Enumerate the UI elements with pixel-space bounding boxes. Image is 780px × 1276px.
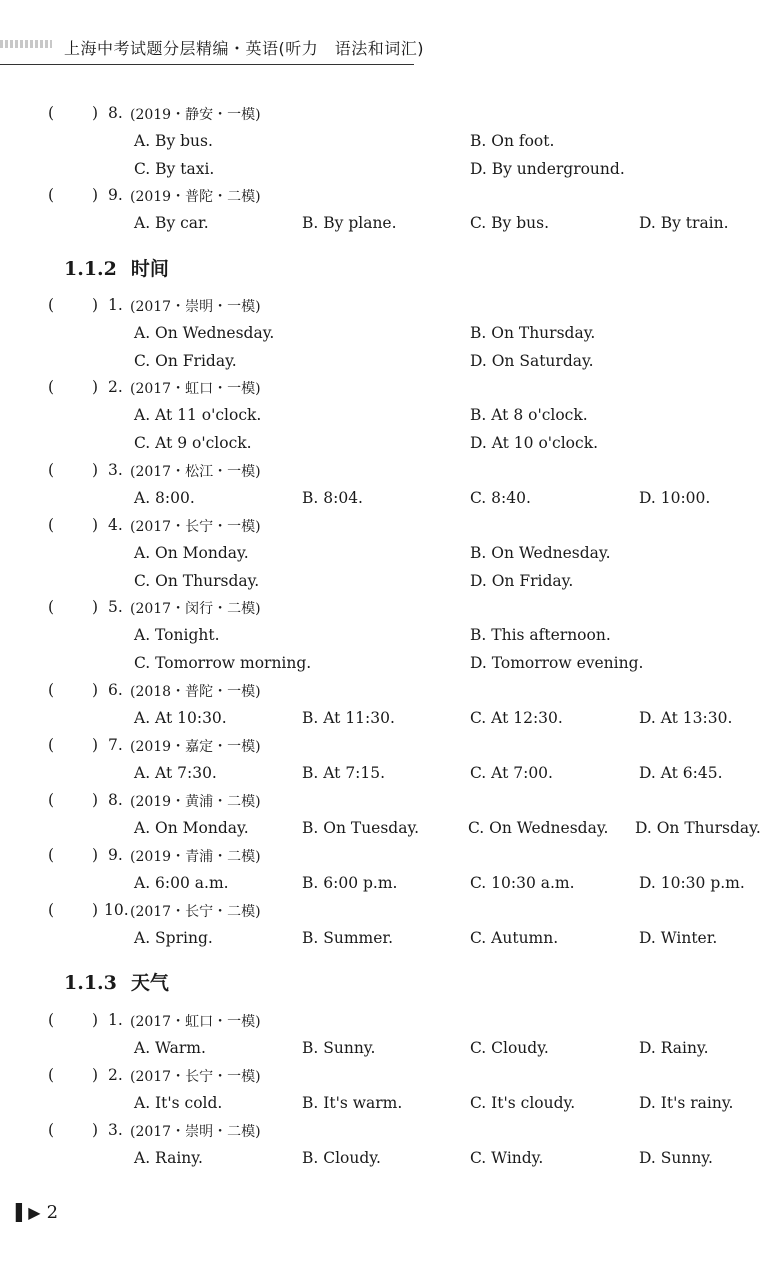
question-source: (2017・松江・一模) [130, 464, 261, 480]
answer-paren-open: ( [48, 791, 55, 809]
answer-option: A. Rainy. [134, 1149, 203, 1167]
question-number: 2. [108, 1066, 123, 1084]
answer-paren-close: ) [92, 791, 99, 809]
page-footer [16, 1202, 58, 1223]
answer-option: B. 6:00 p.m. [302, 874, 398, 892]
answer-option: C. On Friday. [134, 352, 237, 370]
page-number: 2 [46, 1202, 59, 1223]
answer-option: D. At 13:30. [639, 709, 733, 727]
answer-option: A. At 7:30. [134, 764, 217, 782]
answer-option: B. On Tuesday. [302, 819, 420, 837]
answer-paren-close: ) [92, 186, 99, 204]
answer-option: A. 6:00 a.m. [134, 874, 229, 892]
answer-option: C. At 7:00. [470, 764, 553, 782]
question-number: 7. [108, 736, 123, 754]
answer-option: C. Autumn. [470, 929, 559, 947]
answer-option: B. By plane. [302, 214, 397, 232]
answer-option: A. Warm. [134, 1039, 206, 1057]
question-number: 4. [108, 516, 123, 534]
answer-paren-open: ( [48, 1121, 55, 1139]
answer-paren-open: ( [48, 461, 55, 479]
question-number: 5. [108, 598, 123, 616]
play-arrow-icon: ▌▶ [16, 1203, 41, 1222]
answer-option: A. By bus. [134, 132, 213, 150]
answer-paren-close: ) [92, 901, 99, 919]
answer-paren-open: ( [48, 681, 55, 699]
answer-paren-close: ) [92, 1066, 99, 1084]
answer-option: C. 10:30 a.m. [470, 874, 575, 892]
answer-paren-close: ) [92, 516, 99, 534]
answer-option: C. On Wednesday. [468, 819, 609, 837]
answer-option: C. By taxi. [134, 160, 215, 178]
question-source: (2017・崇明・一模) [130, 299, 261, 315]
answer-paren-open: ( [48, 1011, 55, 1029]
answer-paren-open: ( [48, 598, 55, 616]
question-source: (2017・虹口・一模) [130, 381, 261, 397]
answer-paren-open: ( [48, 296, 55, 314]
answer-option: B. On Wednesday. [470, 544, 611, 562]
answer-paren-close: ) [92, 846, 99, 864]
question-source: (2017・长宁・二模) [130, 904, 261, 920]
question-number: 1. [108, 296, 123, 314]
answer-option: C. Cloudy. [470, 1039, 549, 1057]
answer-option: C. Tomorrow morning. [134, 654, 312, 672]
answer-option: B. On foot. [470, 132, 555, 150]
answer-option: C. It's cloudy. [470, 1094, 576, 1112]
answer-paren-close: ) [92, 1011, 99, 1029]
answer-paren-open: ( [48, 186, 55, 204]
answer-option: C. Windy. [470, 1149, 544, 1167]
answer-option: C. At 12:30. [470, 709, 563, 727]
answer-option: D. At 10 o'clock. [470, 434, 599, 452]
answer-option: A. At 11 o'clock. [134, 406, 262, 424]
question-source: (2018・普陀・一模) [130, 684, 261, 700]
answer-paren-close: ) [92, 104, 99, 122]
answer-paren-close: ) [92, 681, 99, 699]
question-source: (2017・闵行・二模) [130, 601, 261, 617]
answer-option: D. Tomorrow evening. [470, 654, 644, 672]
answer-option: A. On Monday. [134, 544, 249, 562]
answer-option: A. Spring. [134, 929, 213, 947]
question-source: (2017・崇明・二模) [130, 1124, 261, 1140]
answer-paren-open: ( [48, 736, 55, 754]
answer-paren-open: ( [48, 846, 55, 864]
answer-option: D. It's rainy. [639, 1094, 734, 1112]
answer-option: A. On Monday. [134, 819, 249, 837]
answer-option: B. On Thursday. [470, 324, 596, 342]
question-number: 3. [108, 1121, 123, 1139]
answer-option: A. On Wednesday. [134, 324, 275, 342]
answer-option: D. On Saturday. [470, 352, 594, 370]
answer-paren-open: ( [48, 516, 55, 534]
question-number: 6. [108, 681, 123, 699]
answer-option: C. 8:40. [470, 489, 531, 507]
answer-paren-open: ( [48, 378, 55, 396]
answer-option: D. Sunny. [639, 1149, 713, 1167]
answer-option: D. By underground. [470, 160, 625, 178]
answer-option: A. It's cold. [134, 1094, 223, 1112]
answer-option: D. At 6:45. [639, 764, 723, 782]
question-source: (2017・长宁・一模) [130, 1069, 261, 1085]
section-heading [64, 968, 169, 995]
answer-option: A. Tonight. [134, 626, 220, 644]
answer-option: C. At 9 o'clock. [134, 434, 252, 452]
answer-option: B. At 8 o'clock. [470, 406, 588, 424]
answer-option: C. By bus. [470, 214, 550, 232]
answer-option: B. At 7:15. [302, 764, 386, 782]
section-number: 1.1.3 [64, 972, 117, 994]
answer-paren-close: ) [92, 736, 99, 754]
answer-paren-close: ) [92, 1121, 99, 1139]
question-source: (2019・静安・一模) [130, 107, 261, 123]
question-number: 2. [108, 378, 123, 396]
question-number: 10. [104, 901, 129, 919]
question-number: 8. [108, 791, 123, 809]
answer-option: D. Rainy. [639, 1039, 709, 1057]
question-number: 8. [108, 104, 123, 122]
answer-option: C. On Thursday. [134, 572, 260, 590]
question-source: (2019・嘉定・一模) [130, 739, 261, 755]
answer-option: A. By car. [134, 214, 209, 232]
answer-paren-open: ( [48, 901, 55, 919]
section-title: 天气 [130, 972, 169, 994]
answer-option: A. 8:00. [134, 489, 195, 507]
question-number: 9. [108, 846, 123, 864]
question-source: (2019・普陀・二模) [130, 189, 261, 205]
question-source: (2019・青浦・二模) [130, 849, 261, 865]
section-heading [64, 254, 169, 281]
question-number: 1. [108, 1011, 123, 1029]
answer-option: A. At 10:30. [134, 709, 227, 727]
answer-option: B. 8:04. [302, 489, 363, 507]
answer-paren-close: ) [92, 598, 99, 616]
answer-option: B. Sunny. [302, 1039, 376, 1057]
answer-paren-close: ) [92, 378, 99, 396]
answer-option: B. It's warm. [302, 1094, 403, 1112]
question-source: (2017・长宁・一模) [130, 519, 261, 535]
answer-option: D. By train. [639, 214, 729, 232]
question-number: 9. [108, 186, 123, 204]
answer-option: B. This afternoon. [470, 626, 611, 644]
answer-option: B. Summer. [302, 929, 394, 947]
section-title: 时间 [130, 258, 169, 280]
answer-option: B. Cloudy. [302, 1149, 381, 1167]
answer-paren-close: ) [92, 296, 99, 314]
answer-paren-open: ( [48, 1066, 55, 1084]
header-title: 上海中考试题分层精编・英语(听力 语法和词汇) [64, 39, 424, 58]
answer-option: D. 10:00. [639, 489, 711, 507]
section-number: 1.1.2 [64, 258, 117, 280]
question-source: (2019・黄浦・二模) [130, 794, 261, 810]
question-number: 3. [108, 461, 123, 479]
question-source: (2017・虹口・一模) [130, 1014, 261, 1030]
answer-option: D. 10:30 p.m. [639, 874, 745, 892]
answer-option: D. On Friday. [470, 572, 574, 590]
answer-option: D. Winter. [639, 929, 718, 947]
answer-option: D. On Thursday. [635, 819, 761, 837]
answer-option: B. At 11:30. [302, 709, 395, 727]
answer-paren-close: ) [92, 461, 99, 479]
answer-paren-open: ( [48, 104, 55, 122]
